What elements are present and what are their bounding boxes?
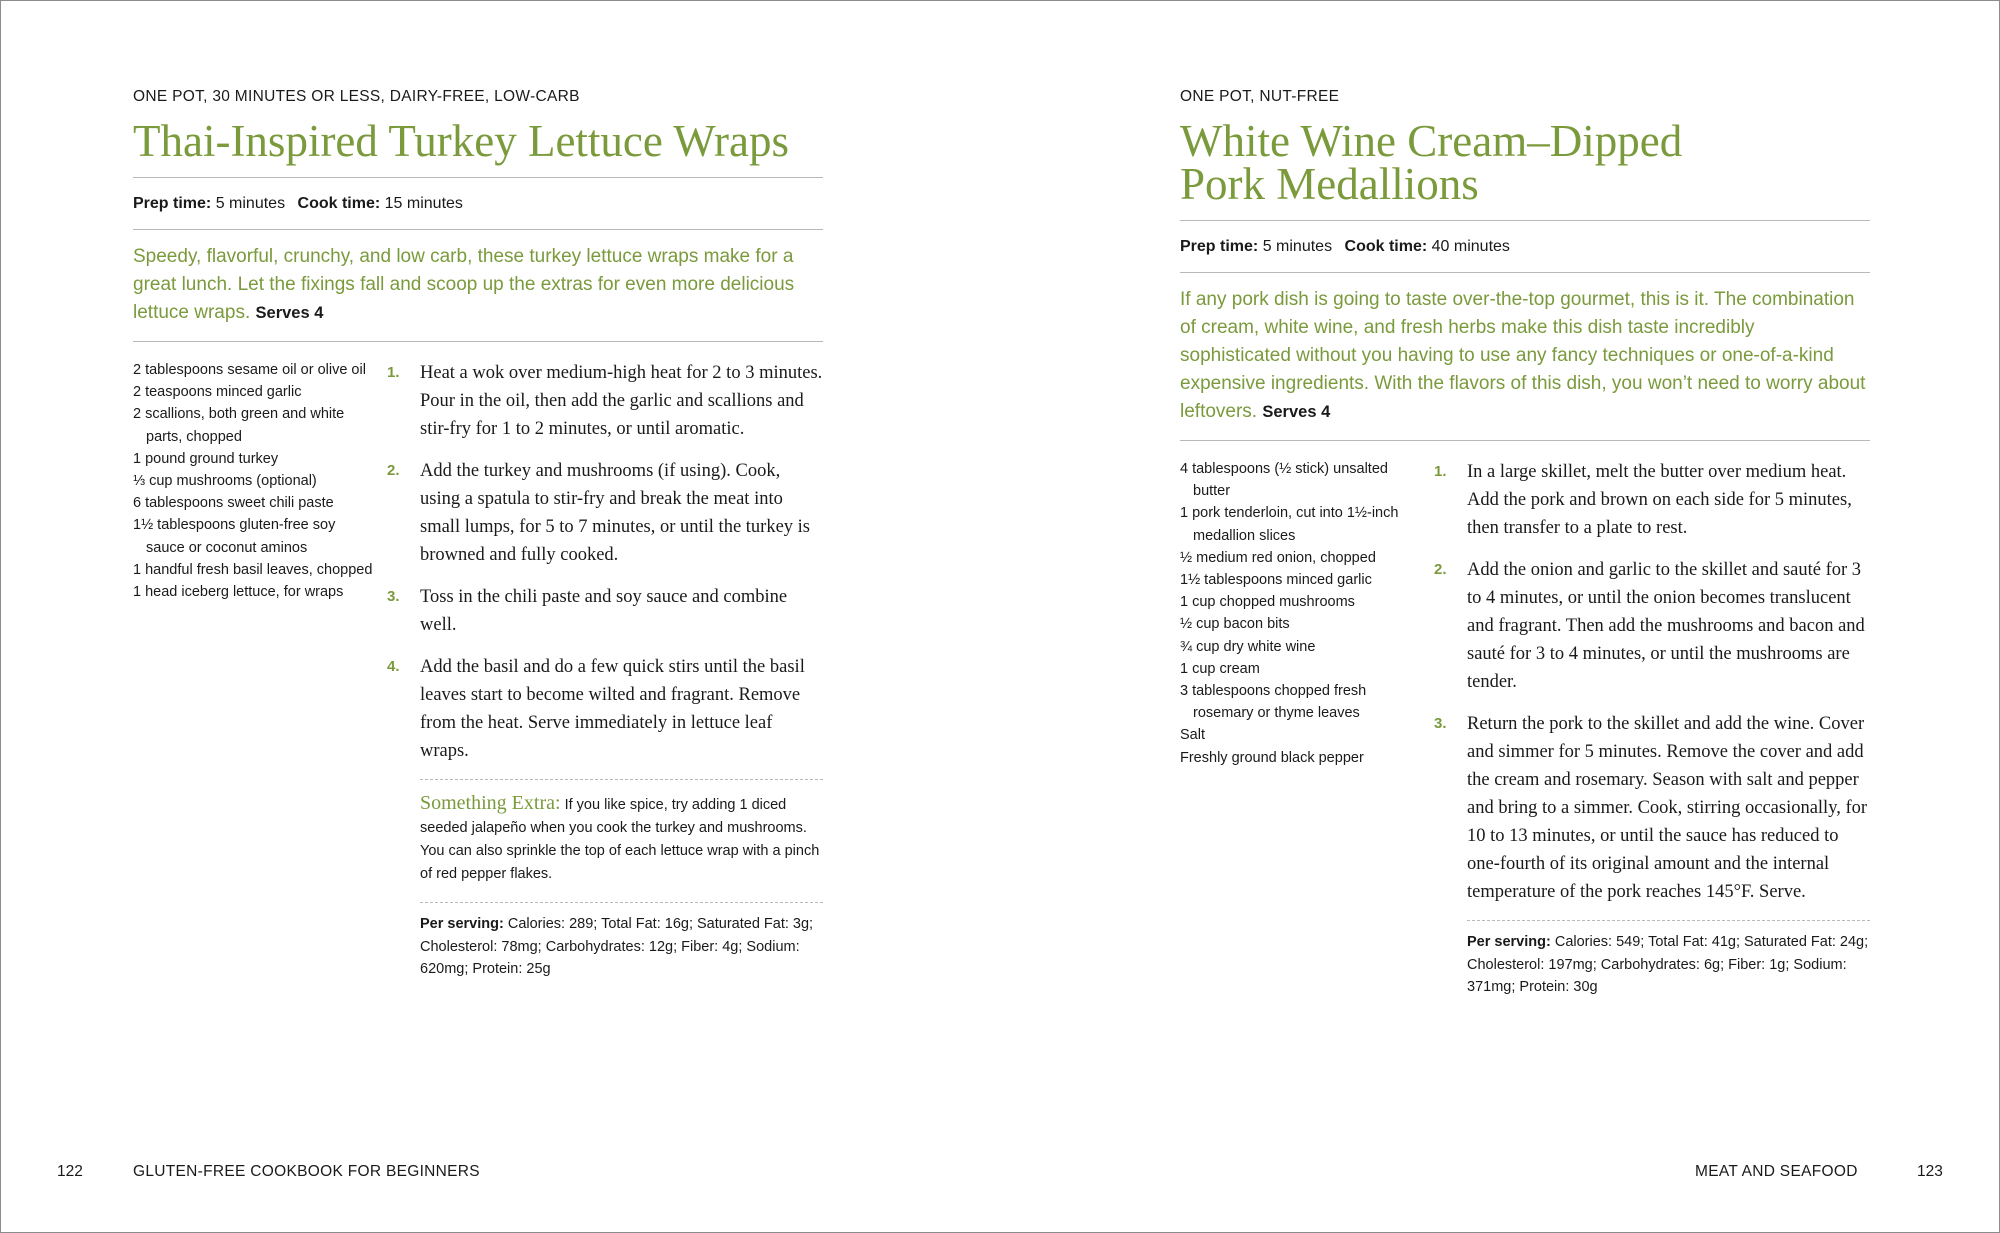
step-text: Toss in the chili paste and soy sauce and combine well. [420,587,788,635]
recipe-tags: ONE POT, 30 MINUTES OR LESS, DAIRY-FREE, LOW-CARB [133,88,580,105]
recipe-body [133,359,823,981]
nutrition-text: Calories: 289; Total Fat: 16g; Saturated Fat: 3g; Cholesterol: 78mg; Carbohydrates: 12g; Fiber: 4g; Sodium: 620mg; Protein: 25g [420,916,814,977]
page-number-left: 122 [57,1163,83,1180]
cook-time-value: 40 minutes [1431,238,1510,255]
step-number: 3. [387,588,400,605]
step-text: Heat a wok over medium-high heat for 2 to 3 minutes. Pour in the oil, then add the garlic and scallions and stir-fry for 1 to 2 minutes, or until aromatic. [420,363,823,439]
method [1420,458,1870,999]
nutrition-text: Calories: 549; Total Fat: 41g; Saturated Fat: 24g; Cholesterol: 197mg; Carbohydrates: 6g; Fiber: 1g; Sodium: 371mg; Protein: 30g [1467,934,1869,995]
recipe-times [1180,221,1870,272]
recipe-title: Thai-Inspired Turkey Lettuce Wraps [133,116,789,166]
running-footer-right: MEAT AND SEAFOOD [1695,1163,1858,1180]
extra-heading: Something Extra: [420,792,561,814]
step-item [1434,458,1870,542]
something-extra [387,780,823,902]
ingredient-item: 1 cup chopped mushrooms [1180,594,1355,611]
recipe-body [1180,458,1870,999]
ingredient-item: ½ cup bacon bits [1180,616,1290,633]
step-text: Add the basil and do a few quick stirs until the basil leaves start to become wilted and fragrant. Remove from the heat. Serve immediately in lettuce leaf wraps. [420,657,805,761]
ingredient-item: 1½ tablespoons minced garlic [1180,572,1372,589]
nutrition-label: Per serving: [1467,934,1551,950]
ingredient-item: 4 tablespoons (½ stick) unsalted butter [1180,461,1388,500]
title-line: Pork Medallions [1180,159,1479,209]
step-item [387,583,823,639]
step-number: 4. [387,658,400,675]
intro-text: If any pork dish is going to taste over-the-top gourmet, this is it. The combination of cream, white wine, and fresh herbs make this dish taste incredibly sophisticated without you having to use any fancy techniques or one-of-a-kind expensive ingredients. With the flavors of this dish, you won’t need to worry about leftovers. [1180,289,1866,422]
ingredient-item: Salt [1180,727,1205,744]
extra-text: If you like spice, try adding 1 diced seeded jalapeño when you cook the turkey and mushrooms. You can also sprinkle the top of each lettuce wrap with a pinch of red pepper flakes. [420,797,820,882]
divider [133,341,823,342]
step-item [387,457,823,569]
ingredient-item: 2 tablespoons sesame oil or olive oil [133,362,366,378]
ingredient-item: 1 pork tenderloin, cut into 1½-inch medallion slices [1180,505,1399,544]
title-line: White Wine Cream–Dipped [1180,116,1683,166]
prep-time-label: Prep time: [1180,238,1259,255]
ingredient-item: 1 pound ground turkey [133,450,279,467]
recipe-intro [1180,273,1870,440]
step-number: 1. [1434,463,1447,480]
recipe-times [133,178,823,229]
cook-time-value: 15 minutes [384,195,463,212]
step-list [387,359,823,765]
recipe-title [1180,116,1870,209]
nutrition-info [1434,921,1870,999]
cook-time-label: Cook time: [1344,238,1428,255]
prep-time-label: Prep time: [133,195,212,212]
ingredient-item: ⅓ cup mushrooms (optional) [133,473,317,490]
ingredient-item: 1 cup cream [1180,660,1260,677]
step-item [387,359,823,443]
intro-text: Speedy, flavorful, crunchy, and low carb, these turkey lettuce wraps make for a great lunch. Let the fixings fall and scoop up the extras for even more delicious lettuce wraps. [133,246,795,323]
step-number: 3. [1434,715,1447,732]
cook-time-label: Cook time: [297,195,381,212]
ingredient-item: 1 handful fresh basil leaves, chopped [133,561,373,578]
step-item [387,653,823,765]
left-page [133,1,823,1232]
running-footer-left: GLUTEN-FREE COOKBOOK FOR BEGINNERS [133,1163,480,1180]
ingredient-list [133,359,373,981]
ingredient-item: 3 tablespoons chopped fresh rosemary or thyme leaves [1180,683,1367,722]
method [373,359,823,981]
right-page [1180,1,1870,1232]
recipe-tags: ONE POT, NUT-FREE [1180,88,1340,105]
divider [1180,440,1870,441]
serves-count: Serves 4 [1262,403,1331,421]
step-text: Add the turkey and mushrooms (if using). Cook, using a spatula to stir-fry and break the meat into small lumps, for 5 to 7 minutes, or until the turkey is browned and fully cooked. [420,461,811,565]
prep-time-value: 5 minutes [1262,238,1333,255]
ingredient-list [1180,458,1420,999]
step-text: Add the onion and garlic to the skillet and sauté for 3 to 4 minutes, or until the onion becomes translucent and fragrant. Then add the mushrooms and bacon and sauté for 3 to 4 minutes, or until the mushrooms are tender. [1467,560,1865,692]
prep-time-value: 5 minutes [215,195,286,212]
step-list [1434,458,1870,906]
ingredient-item: 2 teaspoons minced garlic [133,384,302,401]
ingredient-item: ½ medium red onion, chopped [1180,549,1376,566]
step-number: 2. [387,462,400,479]
step-text: In a large skillet, melt the butter over medium heat. Add the pork and brown on each side for 5 minutes, then transfer to a plate to rest. [1467,462,1852,538]
ingredient-item: 1½ tablespoons gluten-free soy sauce or coconut aminos [133,517,336,556]
step-number: 1. [387,364,400,381]
ingredient-item: Freshly ground black pepper [1180,749,1364,766]
step-item [1434,556,1870,696]
recipe-intro [133,230,823,341]
ingredient-item: 2 scallions, both green and white parts, chopped [133,406,345,445]
ingredient-item: 6 tablespoons sweet chili paste [133,495,334,512]
step-number: 2. [1434,561,1447,578]
nutrition-info [387,903,823,981]
page-number-right: 123 [1917,1163,1943,1180]
ingredient-item: ¾ cup dry white wine [1180,638,1316,655]
serves-count: Serves 4 [255,304,324,322]
step-item [1434,710,1870,906]
step-text: Return the pork to the skillet and add the wine. Cover and simmer for 5 minutes. Remove the cover and add the cream and rosemary. Season with salt and pepper and bring to a simmer. Cook, stirring occasionally, for 10 to 13 minutes, or until the sauce has reduced to one-fourth of its original amount and the internal temperature of the pork reaches 145°F. Serve. [1467,714,1868,902]
nutrition-label: Per serving: [420,916,504,932]
ingredient-item: 1 head iceberg lettuce, for wraps [133,584,344,601]
